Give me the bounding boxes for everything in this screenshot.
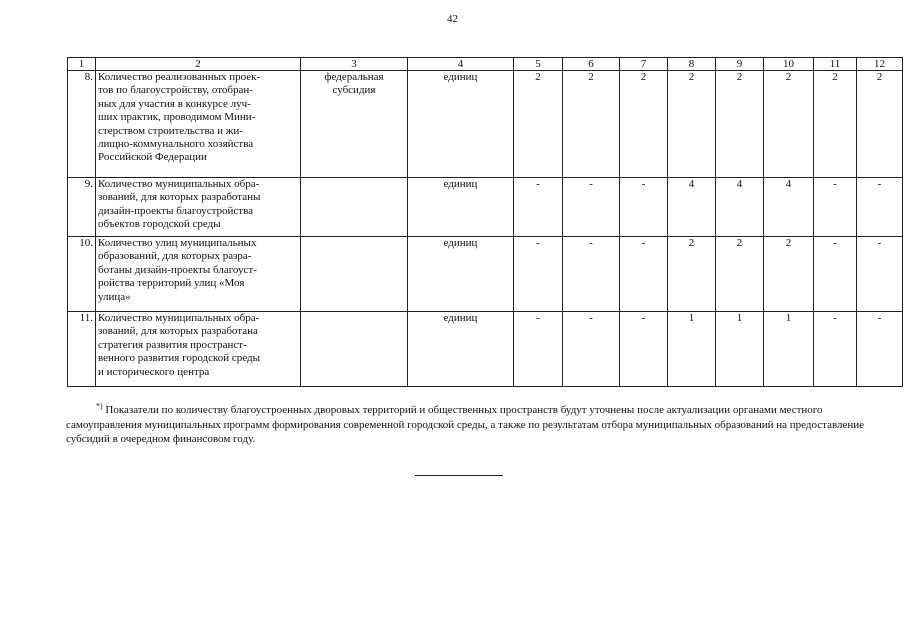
value-cell: 2 — [668, 237, 716, 312]
name-line: ботаны дизайн-проекты благоуст- — [98, 263, 257, 276]
value-cell: - — [857, 178, 903, 237]
header-cell: 5 — [514, 58, 563, 71]
value-cell: - — [814, 178, 857, 237]
header-cell: 1 — [68, 58, 96, 71]
funding-source — [301, 71, 408, 178]
footnote-marker: *) — [96, 401, 103, 411]
name-line: образований, для которых разра- — [98, 250, 252, 263]
name-line: Количество муниципальных обра- — [98, 178, 260, 190]
table-row — [68, 312, 903, 387]
value-cell: - — [857, 237, 903, 312]
value-cell: 2 — [563, 71, 620, 178]
indicator-name — [96, 312, 301, 387]
funding-source — [301, 178, 408, 237]
value-cell: 2 — [514, 71, 563, 178]
indicators-table — [67, 57, 903, 387]
value-cell: 2 — [716, 71, 764, 178]
table-row — [68, 237, 903, 312]
value-cell: - — [514, 178, 563, 237]
name-line: тов по благоустройству, отобран- — [98, 84, 253, 97]
value-cell: 4 — [716, 178, 764, 237]
unit-cell: единиц — [408, 71, 514, 178]
page-number: 42 — [447, 13, 458, 25]
value-cell: - — [857, 312, 903, 387]
header-cell: 3 — [301, 58, 408, 71]
table-row — [68, 178, 903, 237]
name-line: Российской Федерации — [98, 151, 207, 164]
name-line: объектов городской среды — [98, 218, 221, 231]
name-line: зований, для которых разработаны — [98, 191, 261, 204]
indicator-name — [96, 237, 301, 312]
name-line: Количество улиц муниципальных — [98, 237, 257, 249]
value-cell: 1 — [764, 312, 814, 387]
value-cell: 2 — [620, 71, 668, 178]
value-cell: - — [620, 178, 668, 237]
source-line: федеральная — [324, 71, 384, 83]
value-cell: 2 — [857, 71, 903, 178]
funding-source — [301, 237, 408, 312]
header-cell: 8 — [668, 58, 716, 71]
name-line: стерством строительства и жи- — [98, 124, 243, 137]
value-cell: - — [620, 312, 668, 387]
name-line: зований, для которых разработана — [98, 325, 258, 338]
header-row — [68, 58, 903, 71]
header-cell: 11 — [814, 58, 857, 71]
footnote-paragraph — [66, 403, 866, 447]
value-cell: - — [563, 312, 620, 387]
table-row — [68, 71, 903, 178]
header-cell: 4 — [408, 58, 514, 71]
end-divider — [415, 475, 503, 476]
value-cell: - — [620, 237, 668, 312]
value-cell: - — [563, 178, 620, 237]
header-cell: 7 — [620, 58, 668, 71]
value-cell: 2 — [668, 71, 716, 178]
indicator-name — [96, 178, 301, 237]
name-line: стратегия развития пространст- — [98, 338, 247, 351]
value-cell: - — [814, 312, 857, 387]
name-line: Количество реализованных проек- — [98, 71, 261, 83]
footnote-text: Показатели по количеству благоустроенных дворовых территорий и общественных пространств будут уточнены после актуализации органами местного самоуправления муниципальных программ формирования современной городской среды, а также по результатам отбора муниципальных образований на предоставление субсидий в очередном финансовом году. — [66, 404, 865, 445]
unit-cell: единиц — [408, 237, 514, 312]
value-cell: 2 — [716, 237, 764, 312]
value-cell: - — [514, 312, 563, 387]
name-line: ных для участия в конкурсе луч- — [98, 97, 251, 110]
value-cell: - — [814, 237, 857, 312]
name-line: венного развития городской среды — [98, 352, 261, 365]
row-number: 10. — [68, 237, 96, 312]
value-cell: 2 — [814, 71, 857, 178]
name-line: ройства территорий улиц «Моя — [98, 277, 245, 290]
value-cell: 1 — [668, 312, 716, 387]
name-line: ших практик, проводимом Мини- — [98, 111, 256, 124]
value-cell: 2 — [764, 237, 814, 312]
name-line: дизайн-проекты благоустройства — [98, 204, 254, 217]
unit-cell: единиц — [408, 312, 514, 387]
value-cell: - — [514, 237, 563, 312]
header-cell: 9 — [716, 58, 764, 71]
value-cell: 4 — [668, 178, 716, 237]
header-cell: 6 — [563, 58, 620, 71]
name-line: и исторического центра — [98, 365, 210, 378]
value-cell: 2 — [764, 71, 814, 178]
row-number: 11. — [68, 312, 96, 387]
value-cell: 4 — [764, 178, 814, 237]
value-cell: 1 — [716, 312, 764, 387]
header-cell: 10 — [764, 58, 814, 71]
source-line: субсидия — [332, 84, 376, 97]
row-number: 9. — [68, 178, 96, 237]
value-cell: - — [563, 237, 620, 312]
unit-cell: единиц — [408, 178, 514, 237]
name-line: лищно-коммунального хозяйства — [98, 138, 254, 151]
name-line: улица» — [98, 290, 131, 303]
header-cell: 2 — [96, 58, 301, 71]
indicator-name — [96, 71, 301, 178]
header-cell: 12 — [857, 58, 903, 71]
name-line: Количество муниципальных обра- — [98, 312, 260, 324]
row-number: 8. — [68, 71, 96, 178]
funding-source — [301, 312, 408, 387]
footnote — [66, 403, 866, 447]
